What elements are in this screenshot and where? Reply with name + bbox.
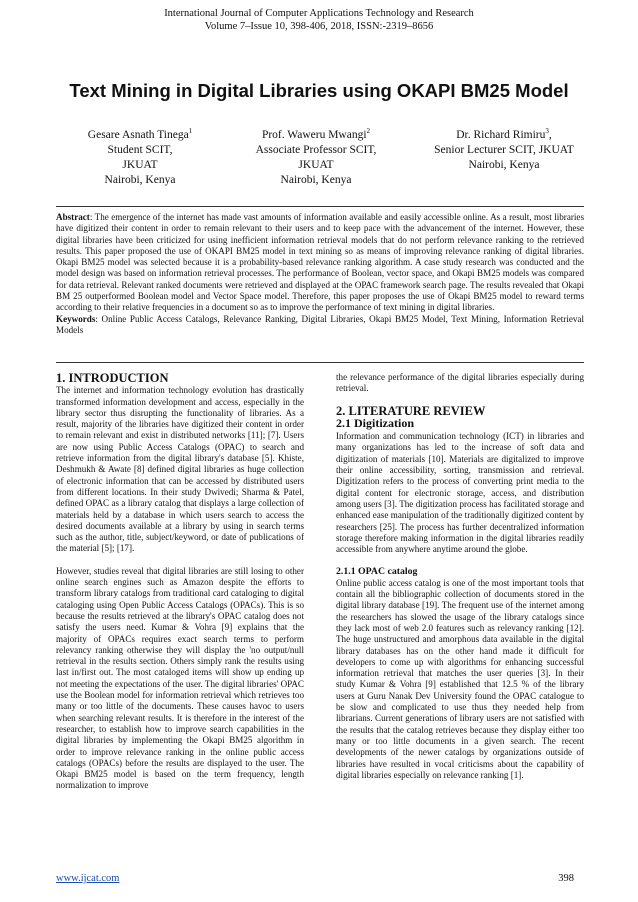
author-place: Nairobi, Kenya [104,173,176,186]
intro-continuation: the relevance performance of the digital libraries especially during retrieval. [336,372,584,394]
page-number: 398 [558,873,574,884]
abstract-top-rule [56,206,584,207]
author-role: Associate Professor SCIT, [255,143,377,156]
journal-name: International Journal of Computer Applications Technology and Research [164,8,474,19]
left-column [56,373,304,792]
author-org: JKUAT [122,158,158,171]
right-column [336,372,584,781]
abstract-bottom-rule [56,362,584,363]
author-org: JKUAT [298,158,334,171]
digitization-heading: 2.1 Digitization [336,415,414,430]
digitization-paragraph: Information and communication technology (ICT) in libraries and many organizations has led to the increase of soft data and digitization of materials [10]. Materials are digitalized to improve their online accessibility, sorting, transmission and retrieval. Digitization refers to the process of converting print media to the digital content for electronic storage, access, and distribution among users [3]. The digitization process has facilitated storage and enhanced ease manipulation of the traditionally digitized content by researchers [25]. The process has further decentralized information storage therefore making information in the digital libraries readily accessible from anywhere anytime around the globe. [336,431,584,555]
keywords-label: Keywords [56,313,96,324]
keywords-text: : Online Public Access Catalogs, Relevance Ranking, Digital Libraries, Okapi BM25 Model, Text Mining, Information Retrieval Models [56,313,584,335]
author-role: Student SCIT, [107,143,173,156]
author-block-2 [216,124,416,188]
intro-paragraph-1: The internet and information technology evolution has drastically transformed information development and access, especially in the library sector thus disrupting the functionality of libraries. As a result, majority of the libraries have digitized their content in order to remain relevant and exist in distributed networks [11]; [7]. Users are now using Public Access Catalogs (OPAC) to search and retrieve information from the digital library's database [5]. Khiste, Deshmukh & Awate [8] defined digital libraries as huge collection of electronic information that can be accessed by distributed users from different locations. In their study Dwivedi; Sharma & Patel, defined OPAC as a library catalog that displays a large collection of materials held by a database in which users search to access the desired documents available at a library by using in search terms such as the author, title, subject/keyword, or date of publications of the material [5]; [17]. [56,385,304,554]
abstract-section [56,212,584,336]
author-name: Gesare Asnath Tinega$^1$ [87,127,193,141]
introduction-heading: 1. INTRODUCTION [56,371,169,385]
abstract-text: : The emergence of the internet has made vast amounts of information available and easily accessible online. As a result, most libraries have digitized their content in order to remain relevant to their users and to keep pace with the advancement of the internet. However, these digital libraries have been criticized for using inefficient information retrieval models that do not perform relevance ranking to the retrieved results. This paper proposed the use of OKAPI BM25 model in text mining so as means of improving relevance ranking of digital libraries. Okapi BM25 model was selected because it is a probability-based relevance ranking algorithm. A case study research was conducted and the model design was based on information retrieval processes. The performance of Boolean, vector space, and Okapi BM25 models was compared for data retrieval. Relevant ranked documents were retrieved and displayed at the OPAC framework search page. The results revealed that Okapi BM 25 outperformed Boolean model and Vector Space model. Therefore, this paper proposes the use of Okapi BM25 model to reward terms according to their relative frequencies in a document so as to improve the performance of text mining in digital libraries. [56,212,584,313]
journal-website-link[interactable]: www.ijcat.com [56,873,120,884]
opac-catalog-heading: 2.1.1 OPAC catalog [336,566,418,578]
author-block-1 [40,124,240,188]
author-org: Nairobi, Kenya [468,158,540,171]
abstract-label: Abstract [56,212,90,222]
author-block-3 [404,124,604,173]
author-place: Nairobi, Kenya [280,173,352,186]
journal-header [0,7,638,33]
paper-title: Text Mining in Digital Libraries using OKAPI BM25 Model [69,80,569,101]
author-name: Prof. Waweru Mwangi$^2$ [261,127,371,141]
intro-paragraph-2: However, studies reveal that digital libraries are still losing to other online search engines such as Amazon despite the efforts to transform library catalogs from traditional card cataloging to digital cataloging using Open Public Access Catalogs (OPACs). This is so because the results retrieved at the library's OPAC catalog does not satisfy the users need. Kumar & Vohra [9] explains that the majority of OPACs requires exact search terms to perform relevancy ranking otherwise they will display the 'no output/null retrieval in the results section. Others simply rank the results using last in/first out. The most cataloged items will show up ending up not meeting the expectations of the user. The digital libraries' OPAC use the Boolean model for information retrieval which retrieves too many or too little of the documents. These causes havoc to users when searching relevant results. It is therefore in the interest of the researcher, to establish how to improve search capabilities in the digital libraries by implementing the Okapi BM25 algorithm in order to improve relevance ranking in the online public access catalogs (OPACs) before the results are displayed to the user. The Okapi BM25 model is based on the term frequency, length normalization to improve [56,565,304,791]
opac-paragraph: Online public access catalog is one of the most important tools that contain all the bibliographic collection of documents stored in the digital library database [19]. The frequent use of the internet among the researchers has slowed the usage of the library catalogs since they lack most of web 2.0 features such as relevancy ranking [12]. The huge unstructured and amorphous data available in the digital library databases has on the other hand made it difficult for developers to come up with algorithms for enhancing successful information retrieval that matches the user queries [3]. In their study Kumar & Vohra [9] established that 12.5 % of the library users at Guru Nanak Dev University found the OPAC catalogue to be slow and complicated to use thus they needed help from librarians. Current generations of library users are not satisfied with the results that the catalog retrieves because they display either too many or too little documents in a given search. The recent developments of the newer catalogs by organizations outside of libraries have resulted in vocal criticisms about the capability of digital libraries especially on relevance ranking [1]. [336,577,584,780]
literature-review-heading: 2. LITERATURE REVIEW [336,403,486,418]
journal-volume: Volume 7–Issue 10, 398-406, 2018, ISSN:-2319–8656 [204,21,434,32]
author-name: Dr. Richard Rimiru$^3$, [456,127,552,141]
author-role: Senior Lecturer SCIT, JKUAT [434,143,574,156]
